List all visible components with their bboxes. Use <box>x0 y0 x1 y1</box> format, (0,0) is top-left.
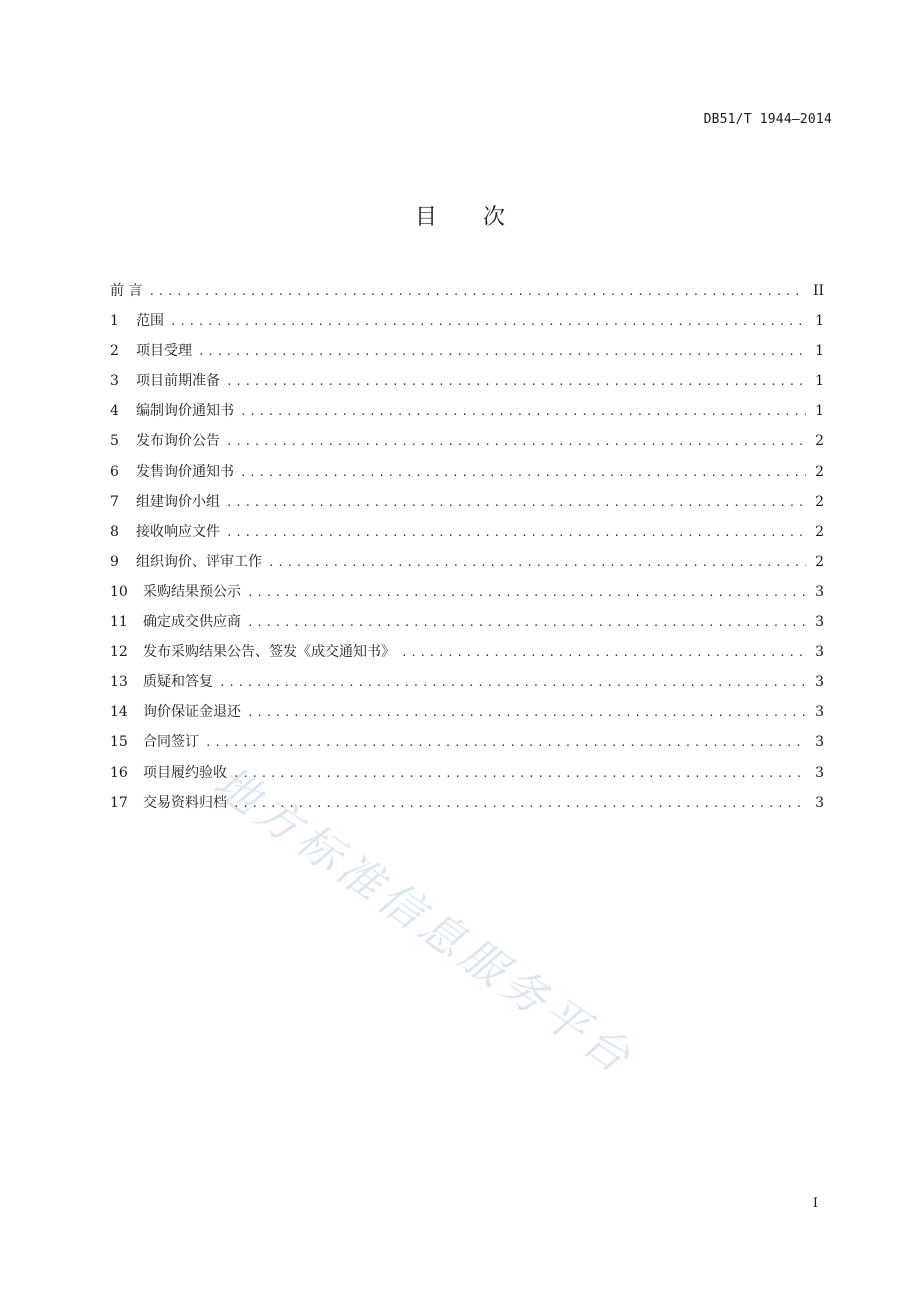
toc-entry-number: 15 <box>110 734 128 751</box>
toc-leader-dots <box>198 337 806 367</box>
toc-entry-title: 询价保证金退还 <box>143 704 241 721</box>
toc-title <box>0 200 920 231</box>
toc-entry-number: 3 <box>110 373 119 390</box>
toc-leader-dots <box>247 698 806 728</box>
toc-entry-page: 1 <box>815 343 824 360</box>
toc-entry-title: 项目履约验收 <box>143 764 227 781</box>
toc-leader-dots <box>240 458 806 488</box>
toc-entry-page: 3 <box>815 794 824 811</box>
toc-entry-page: 3 <box>815 674 824 691</box>
toc-entry[interactable] <box>110 336 824 366</box>
toc-title-char: 目 <box>414 205 437 230</box>
toc-entry-title: 采购结果预公示 <box>143 583 241 600</box>
toc-entry-number: 9 <box>110 553 119 570</box>
toc-title-char: 次 <box>483 205 506 230</box>
toc-entry-title: 接收响应文件 <box>136 523 220 540</box>
page-number: I <box>812 1196 818 1211</box>
toc-entry-page: 2 <box>815 463 824 480</box>
toc-entry-number: 11 <box>110 614 128 631</box>
table-of-contents <box>110 276 824 818</box>
toc-entry-number: 6 <box>110 463 119 480</box>
toc-entry[interactable] <box>110 727 824 757</box>
toc-entry-page: 3 <box>815 644 824 661</box>
toc-entry-page: 3 <box>815 764 824 781</box>
toc-leader-dots <box>226 367 806 397</box>
toc-entry-number: 14 <box>110 704 128 721</box>
toc-entry-title: 范围 <box>136 313 164 330</box>
toc-entry-page: 2 <box>815 493 824 510</box>
toc-entry-title: 交易资料归档 <box>143 794 227 811</box>
toc-entry-number: 1 <box>110 313 119 330</box>
toc-entry-title: 项目受理 <box>136 343 192 360</box>
toc-entry[interactable] <box>110 577 824 607</box>
toc-entry-number: 17 <box>110 794 128 811</box>
document-code: DB51/T 1944—2014 <box>703 112 832 127</box>
toc-leader-dots <box>240 397 806 427</box>
toc-entry-number: 12 <box>110 644 128 661</box>
toc-entry-title: 前 言 <box>110 283 143 299</box>
toc-entry-page: 1 <box>815 373 824 390</box>
toc-entry[interactable] <box>110 637 824 667</box>
toc-entry-number: 7 <box>110 493 119 510</box>
toc-entry-page: 1 <box>815 403 824 420</box>
toc-leader-dots <box>247 578 806 608</box>
toc-entry-title: 发布询价公告 <box>136 433 220 450</box>
toc-entry-page: 2 <box>815 433 824 450</box>
toc-entry[interactable] <box>110 758 824 788</box>
toc-entry-title: 合同签订 <box>143 734 199 751</box>
toc-entry-page: 1 <box>815 313 824 330</box>
toc-entry-number: 13 <box>110 674 128 691</box>
toc-leader-dots <box>205 728 806 758</box>
toc-leader-dots <box>233 789 806 819</box>
toc-entry-page: 2 <box>815 553 824 570</box>
toc-entry-number: 10 <box>110 583 128 600</box>
watermark: 地方标准信息服务平台 <box>204 757 644 1086</box>
toc-leader-dots <box>226 488 806 518</box>
toc-entry-title: 编制询价通知书 <box>136 403 234 420</box>
toc-entry-title: 组建询价小组 <box>136 493 220 510</box>
toc-entry-title: 发售询价通知书 <box>136 463 234 480</box>
toc-entry-title: 发布采购结果公告、签发《成交通知书》 <box>143 644 395 661</box>
toc-leader-dots <box>170 307 806 337</box>
toc-entry[interactable] <box>110 457 824 487</box>
toc-entry-number: 4 <box>110 403 119 420</box>
toc-leader-dots <box>148 277 804 307</box>
toc-entry[interactable] <box>110 517 824 547</box>
toc-leader-dots <box>268 548 806 578</box>
toc-entry-page: 3 <box>815 704 824 721</box>
toc-entry[interactable] <box>110 667 824 697</box>
toc-leader-dots <box>226 427 806 457</box>
toc-leader-dots <box>219 668 806 698</box>
toc-entry-title: 项目前期准备 <box>136 373 220 390</box>
toc-entry-page: 3 <box>815 614 824 631</box>
toc-entry[interactable] <box>110 697 824 727</box>
toc-entry[interactable] <box>110 487 824 517</box>
toc-entry-title: 组织询价、评审工作 <box>136 553 262 570</box>
toc-entry[interactable] <box>110 547 824 577</box>
toc-entry-title: 确定成交供应商 <box>143 614 241 631</box>
toc-entry-number: 8 <box>110 523 119 540</box>
toc-leader-dots <box>226 518 806 548</box>
toc-entry[interactable] <box>110 607 824 637</box>
toc-entry[interactable] <box>110 788 824 818</box>
toc-entry[interactable] <box>110 276 824 306</box>
toc-entry-number: 16 <box>110 764 128 781</box>
toc-leader-dots <box>233 759 806 789</box>
toc-entry[interactable] <box>110 366 824 396</box>
toc-entry-number: 2 <box>110 343 119 360</box>
toc-entry-page: II <box>812 283 824 299</box>
toc-entry[interactable] <box>110 306 824 336</box>
toc-entry-page: 3 <box>815 583 824 600</box>
toc-entry[interactable] <box>110 426 824 456</box>
toc-entry-page: 3 <box>815 734 824 751</box>
toc-entry[interactable] <box>110 396 824 426</box>
toc-leader-dots <box>401 638 806 668</box>
toc-entry-title: 质疑和答复 <box>143 674 213 691</box>
toc-entry-page: 2 <box>815 523 824 540</box>
toc-entry-number: 5 <box>110 433 119 450</box>
toc-leader-dots <box>247 608 806 638</box>
